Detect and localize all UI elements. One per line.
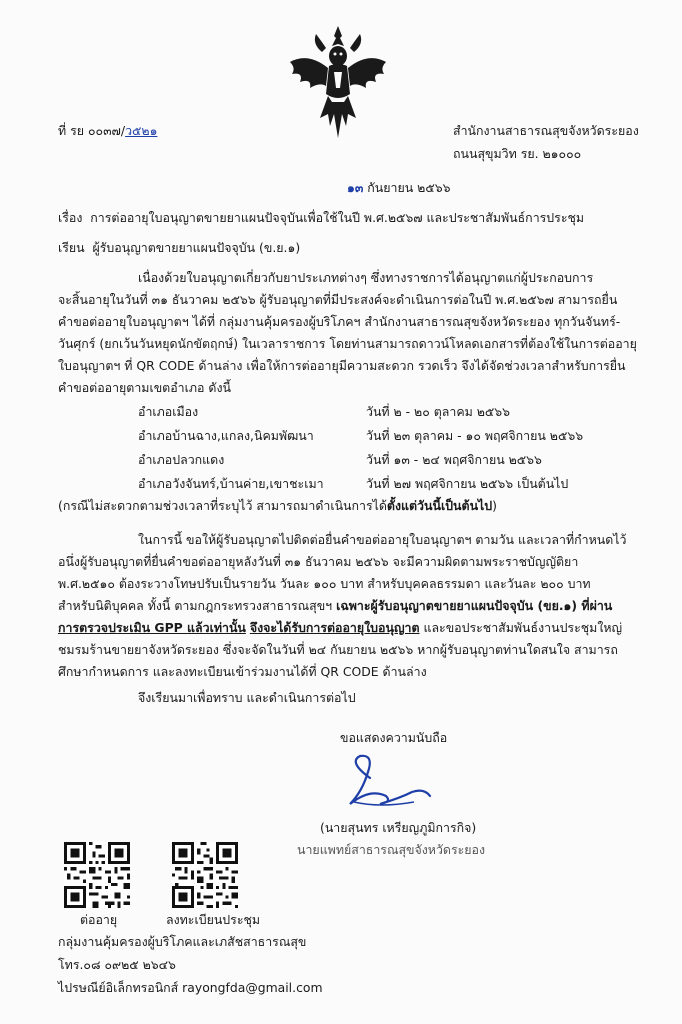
letter-date: ๑๓ กันยายน ๒๕๖๖ [347, 180, 451, 195]
paragraph-1-line: ใบอนุญาตฯ ที่ QR CODE ด้านล่าง เพื่อให้การต่ออายุมีความสะดวก รวดเร็ว จึงได้จัดช่วงเวลาสำหรับการยื่น [58, 358, 626, 373]
schedule-district: อำเภอบ้านฉาง,แกลง,นิคมพัฒนา [138, 428, 314, 443]
office-name: สำนักงานสาธารณสุขจังหวัดระยอง [453, 123, 639, 138]
schedule-dates: วันที่ ๑๓ - ๒๔ พฤศจิกายน ๒๕๖๖ [366, 452, 542, 467]
garuda-emblem-icon [282, 22, 394, 140]
qr-code-icon [64, 842, 130, 908]
regards-text: ขอแสดงความนับถือ [340, 730, 448, 745]
renewal-qr-code[interactable] [64, 842, 130, 908]
phone-number: โทร.๐๘ ๐๙๒๕ ๒๖๔๖ [58, 957, 176, 972]
reference-number: ที่ รย ๐๐๓๗/ว๕๒๑ [58, 123, 158, 138]
paragraph-2-line: ในการนี้ ขอให้ผู้รับอนุญาตไปติดต่อยื่นคำขอต่ออายุใบอนุญาตฯ ตามวัน และเวลาที่กำหนดไว้ [138, 532, 627, 547]
paragraph-2-line: ศึกษากำหนดการ และลงทะเบียนเข้าร่วมงานได้ที่ QR CODE ด้านล่าง [58, 664, 427, 679]
paragraph-2-line: พ.ศ.๒๕๑๐ ต้องระวางโทษปรับเป็นรายวัน วันละ ๑๐๐ บาท สำหรับบุคคลธรรมดา และวันละ ๒๐๐ บาท [58, 576, 591, 591]
paragraph-1-line: เนื่องด้วยใบอนุญาตเกี่ยวกับยาประเภทต่างๆ ซึ่งทางราชการได้อนุญาตแก่ผู้ประกอบการ [138, 270, 594, 285]
qr-code-icon [172, 842, 238, 908]
renewal-qr-label: ต่ออายุ [80, 912, 118, 927]
schedule-note: (กรณีไม่สะดวกตามช่วงเวลาที่ระบุไว้ สามารถมาดำเนินการได้ตั้งแต่วันนี้เป็นต้นไป) [58, 498, 497, 513]
office-address: ถนนสุขุมวิท รย. ๒๑๐๐๐ [453, 146, 582, 161]
department-name: กลุ่มงานคุ้มครองผู้บริโภคและเภสัชสาธารณสุข [58, 934, 307, 949]
schedule-district: อำเภอวังจันทร์,บ้านค่าย,เขาชะเมา [138, 476, 324, 491]
paragraph-1-line: วันศุกร์ (ยกเว้นวันหยุดนักขัตฤกษ์) ในเวลาราชการ โดยท่านสามารถดาวน์โหลดเอกสารที่ต้องใช้ในการต่ออายุ [58, 336, 637, 351]
paragraph-2-line: การตรวจประเมิน GPP แล้วเท่านั้น จึงจะได้รับการต่ออายุใบอนุญาต และขอประชาสัมพันธ์งานประชุมใหญ่ [58, 620, 623, 635]
paragraph-1-line: คำขอต่ออายุตามเขตอำเภอ ดังนี้ [58, 380, 231, 395]
meeting-qr-label: ลงทะเบียนประชุม [166, 912, 261, 927]
subject-line: เรื่อง การต่ออายุใบอนุญาตขายยาแผนปัจจุบันเพื่อใช้ในปี พ.ศ.๒๕๖๗ และประชาสัมพันธ์การประชุม [58, 210, 585, 225]
paragraph-1-line: จะสิ้นอายุในวันที่ ๓๑ ธันวาคม ๒๕๖๖ ผู้รับอนุญาตที่มีประสงค์จะดำเนินการต่อในปี พ.ศ.๒๕๖๗ สามารถยื่น [58, 292, 618, 307]
schedule-district: อำเภอปลวกแดง [138, 452, 225, 467]
paragraph-2-line: อนึ่งผู้รับอนุญาตที่ยื่นคำขอต่ออายุหลังวันที่ ๓๑ ธันวาคม ๒๕๖๖ จะมีความผิดตามพระราชบัญญัติยา [58, 554, 579, 569]
paragraph-1-line: คำขอต่ออายุใบอนุญาตฯ ได้ที่ กลุ่มงานคุ้มครองผู้บริโภคฯ สำนักงานสาธารณสุขจังหวัดระยอง ทุกวันจันทร์- [58, 314, 621, 329]
paragraph-2-line: สำหรับนิติบุคคล ทั้งนี้ ตามกฎกระทรวงสาธารณสุขฯ เฉพาะผู้รับอนุญาตขายยาแผนปัจจุบัน (ขย.๑) ที่ผ่าน [58, 598, 613, 613]
schedule-district: อำเภอเมือง [138, 404, 199, 419]
signer-title: นายแพทย์สาธารณสุขจังหวัดระยอง [297, 842, 486, 857]
closing-line: จึงเรียนมาเพื่อทราบ และดำเนินการต่อไป [138, 690, 356, 705]
schedule-dates: วันที่ ๒๗ พฤศจิกายน ๒๕๖๖ เป็นต้นไป [366, 476, 569, 491]
recipient-line: เรียน ผู้รับอนุญาตขายยาแผนปัจจุบัน (ข.ย.๑) [58, 240, 301, 255]
schedule-dates: วันที่ ๒๓ ตุลาคม - ๑๐ พฤศจิกายน ๒๕๖๖ [366, 428, 584, 443]
meeting-registration-qr-code[interactable] [172, 842, 238, 908]
signer-name: (นายสุนทร เหรียญภูมิการกิจ) [320, 820, 477, 835]
email-address: ไปรษณีย์อิเล็กทรอนิกส์ rayongfda@gmail.com [58, 980, 323, 995]
schedule-dates: วันที่ ๒ - ๒๐ ตุลาคม ๒๕๖๖ [366, 404, 510, 419]
handwritten-signature [330, 752, 440, 814]
paragraph-2-line: ชมรมร้านขายยาจังหวัดระยอง ซึ่งจะจัดในวันที่ ๒๔ กันยายน ๒๕๖๖ หากผู้รับอนุญาตท่านใดสนใจ สามารถ [58, 642, 618, 657]
